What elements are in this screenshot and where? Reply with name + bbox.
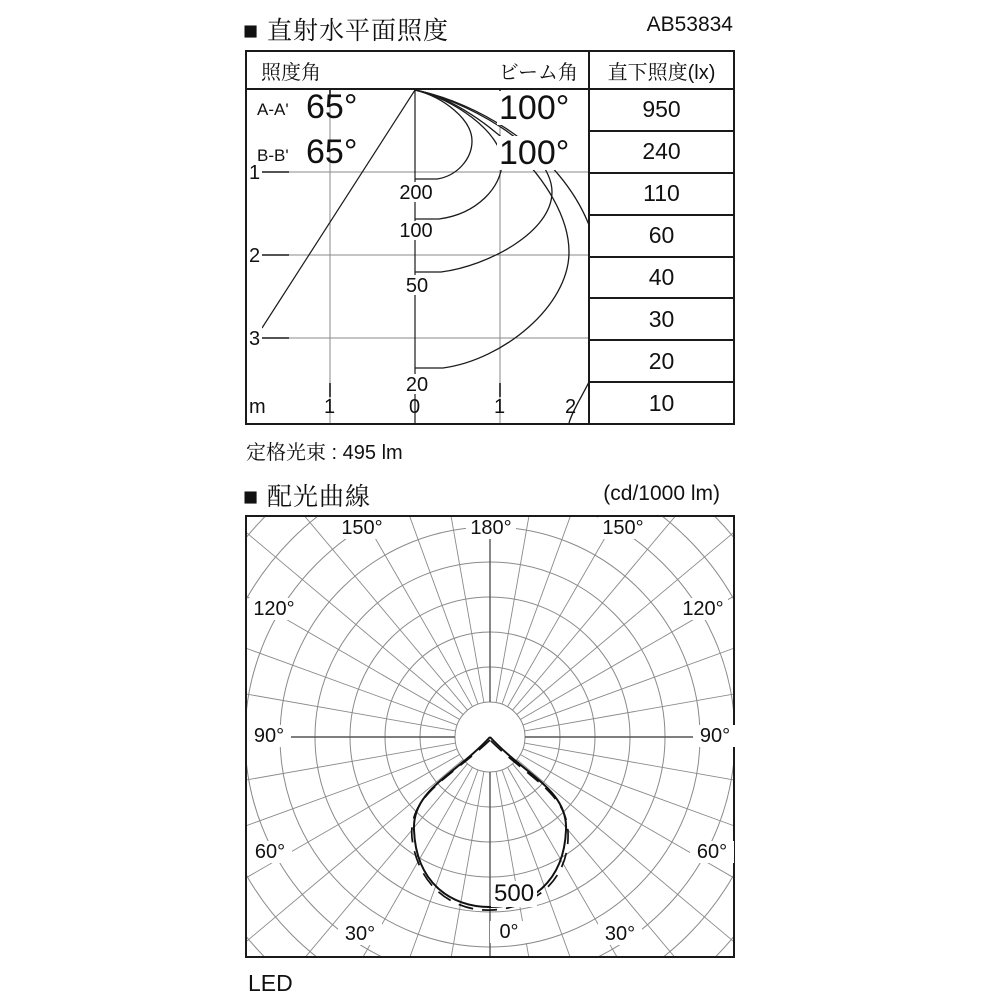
table-cell: 950 — [590, 90, 733, 132]
contour-200lx — [415, 90, 472, 179]
distribution-unit: (cd/1000 lm) — [603, 482, 720, 505]
contour-20lx — [415, 90, 569, 368]
row-a-illuminance-angle: 65° — [306, 88, 358, 126]
polar-distribution-chart — [247, 517, 733, 956]
polar-label-60-left: 60° — [248, 841, 292, 863]
direct-illuminance-column — [590, 90, 733, 423]
table-header-row — [247, 52, 733, 90]
header-illuminance-angle: 照度角 — [261, 61, 321, 84]
table-cell: 30 — [590, 299, 733, 341]
polar-curve-value-label: 500 — [491, 881, 537, 907]
polar-chart-box — [245, 515, 735, 958]
contour-label-100: 100 — [399, 220, 433, 242]
table-cell: 10 — [648, 389, 675, 416]
y-label-1: 1 — [249, 162, 261, 184]
x-label-2: 2 — [565, 396, 577, 418]
header-direct-illuminance: 直下照度(lx) — [607, 61, 716, 84]
table-cell: 40 — [590, 258, 733, 300]
polar-grid — [247, 517, 733, 956]
polar-label-30-right: 30° — [598, 923, 642, 945]
polar-label-150-right: 150° — [598, 517, 648, 539]
illuminance-section-title: ■ 直射水平面照度 — [243, 17, 450, 45]
x-label-0: 0 — [409, 396, 421, 418]
polar-label-120-left: 120° — [249, 598, 299, 620]
distribution-section-title: ■ 配光曲線 — [243, 483, 372, 511]
x-label-1r: 1 — [494, 396, 506, 418]
contour-label-200: 200 — [399, 182, 433, 204]
polar-label-90-right: 90° — [693, 725, 737, 747]
x-label-1l: 1 — [324, 396, 336, 418]
row-a-beam-angle: 100° — [499, 89, 570, 127]
cone-ticks — [261, 90, 500, 397]
polar-label-180: 180° — [466, 517, 516, 539]
polar-label-150-left: 150° — [337, 517, 387, 539]
row-b-label: B-B' — [257, 146, 289, 165]
table-cell: 110 — [590, 174, 733, 216]
contour-label-20: 20 — [405, 374, 429, 396]
polar-label-90-left: 90° — [247, 725, 291, 747]
polar-label-0: 0° — [490, 921, 528, 943]
contour-label-50: 50 — [405, 275, 429, 297]
header-beam-angle: ビーム角 — [498, 61, 578, 84]
y-label-3: 3 — [249, 328, 261, 350]
table-cell: 240 — [590, 132, 733, 174]
product-code: AB53834 — [646, 13, 733, 36]
table-cell: 20 — [590, 341, 733, 383]
polar-label-120-right: 120° — [678, 598, 728, 620]
source-label: LED — [248, 970, 293, 996]
contour-labels — [394, 182, 438, 396]
row-b-beam-angle: 100° — [499, 134, 570, 172]
row-b-illuminance-angle: 65° — [306, 133, 358, 171]
polar-label-60-right: 60° — [690, 841, 734, 863]
table-header-left — [247, 52, 590, 88]
x-label-m: m — [249, 396, 266, 418]
y-label-2: 2 — [249, 245, 261, 267]
polar-label-30-left: 30° — [338, 923, 382, 945]
row-a-label: A-A' — [257, 100, 289, 119]
rated-luminous-flux: 定格光束 : 495 lm — [246, 442, 403, 464]
table-cell: 60 — [590, 216, 733, 258]
